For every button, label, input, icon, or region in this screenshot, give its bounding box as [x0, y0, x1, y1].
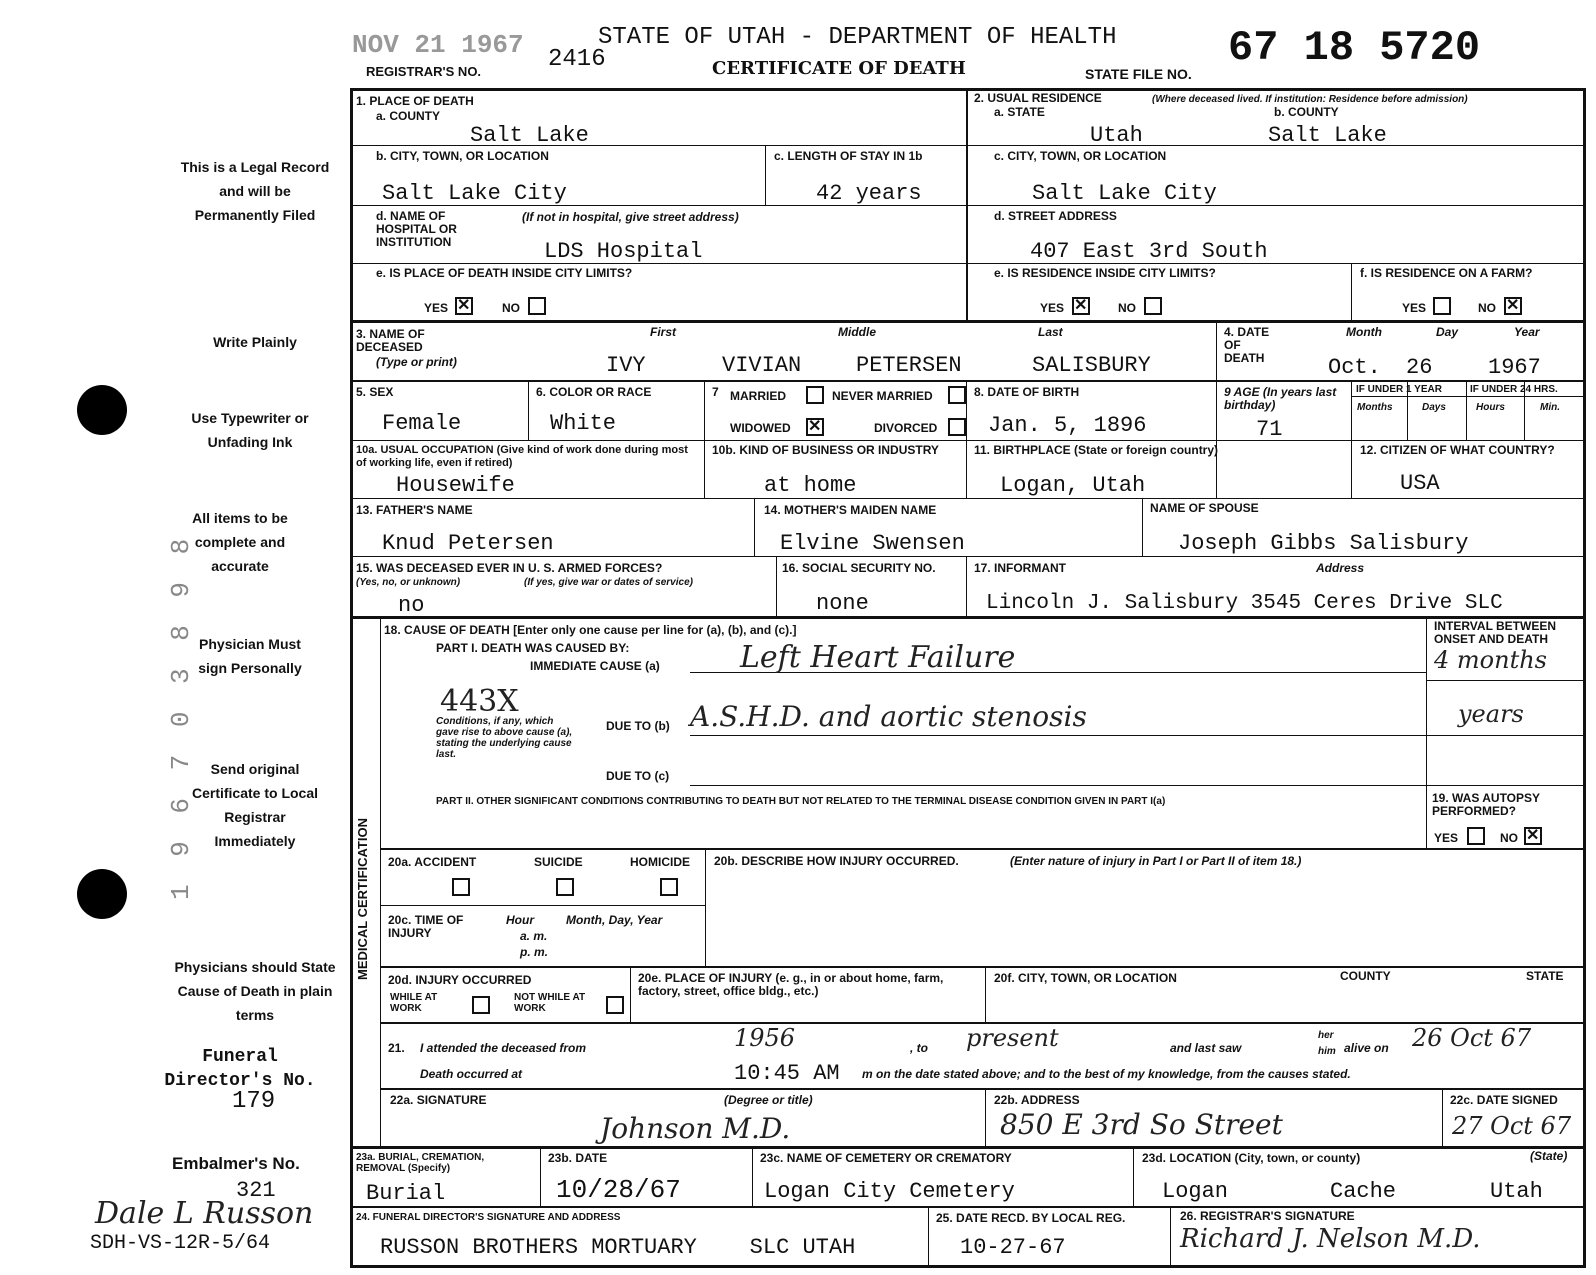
part1-label: PART I. DEATH WAS CAUSED BY:	[436, 641, 630, 655]
citizen-value: USA	[1400, 471, 1440, 496]
ssn-label: 16. SOCIAL SECURITY NO.	[782, 561, 936, 575]
residence-county-value: Salt Lake	[1268, 123, 1387, 148]
page-title: CERTIFICATE OF DEATH	[712, 58, 966, 79]
attended-to-value: present	[966, 1024, 1059, 1052]
not-while-at-work-label: NOT WHILE AT WORK	[514, 992, 586, 1014]
race-label: 6. COLOR OR RACE	[536, 385, 652, 399]
armed-forces-value: no	[398, 593, 425, 618]
hospital-label: d. NAME OF HOSPITAL OR INSTITUTION	[376, 209, 457, 249]
birth-date-value: Jan. 5, 1896	[988, 413, 1147, 438]
cemetery-value: Logan City Cemetery	[764, 1179, 1015, 1204]
armed-forces-sub2: (If yes, give war or dates of service)	[524, 577, 693, 588]
autopsy-no-label: NO	[1500, 831, 1518, 845]
spouse-name-value: Joseph Gibbs Salisbury	[1178, 531, 1469, 556]
minutes-label: Min.	[1540, 402, 1560, 413]
farm-label: f. IS RESIDENCE ON A FARM?	[1360, 266, 1533, 280]
occupation-value: Housewife	[396, 473, 515, 498]
autopsy-label: 19. WAS AUTOPSY PERFORMED?	[1432, 791, 1540, 818]
conditions-note: Conditions, if any, which gave rise to above cause (a), stating the underlying cause last.	[436, 716, 573, 760]
margin-number: 1 9 6 7 0 3 8 9 8	[166, 532, 196, 900]
him-label: him	[1318, 1046, 1336, 1057]
residence-county-label: b. COUNTY	[1274, 105, 1339, 119]
middle-name-label: Middle	[838, 325, 876, 339]
farm-no-checkbox[interactable]	[1504, 297, 1522, 315]
send-original-note: Send original Certificate to Local Registrar Immediately	[191, 761, 319, 849]
residence-state-value: Utah	[1090, 123, 1143, 148]
death-city-value: Salt Lake City	[382, 181, 567, 206]
never-married-label: NEVER MARRIED	[832, 389, 933, 403]
death-statement-tail: m on the date stated above; and to the best of my knowledge, from the causes stated.	[862, 1067, 1351, 1081]
punch-hole-bottom	[77, 869, 127, 919]
agency-title: STATE OF UTAH - DEPARTMENT OF HEALTH	[598, 24, 1117, 51]
degree-label: (Degree or title)	[724, 1093, 813, 1107]
first-name-label: First	[650, 325, 677, 339]
homicide-label: HOMICIDE	[630, 855, 690, 869]
cemetery-state-label: (State)	[1530, 1149, 1568, 1163]
first-name-value: IVY	[606, 353, 646, 378]
homicide-checkbox[interactable]	[660, 878, 678, 896]
father-name-label: 13. FATHER'S NAME	[356, 503, 473, 517]
state-cause-note: Physicians should State Cause of Death in plain terms	[174, 959, 336, 1023]
injury-county-label: COUNTY	[1340, 969, 1391, 983]
residence-city-value: Salt Lake City	[1032, 181, 1217, 206]
last-saw-label: and last saw	[1170, 1041, 1242, 1055]
length-of-stay-label: c. LENGTH OF STAY IN 1b	[774, 149, 923, 163]
months-label: Months	[1357, 402, 1393, 413]
death-month-label: Month	[1346, 325, 1382, 339]
death-month-value: Oct.	[1328, 355, 1381, 380]
suicide-checkbox[interactable]	[556, 878, 574, 896]
widowed-label: WIDOWED	[730, 421, 791, 435]
funeral-director-no: 179	[232, 1088, 276, 1115]
death-inside-no-label: NO	[502, 301, 520, 315]
registrar-no: 2416	[548, 46, 606, 73]
form-number: SDH-VS-12R-5/64	[90, 1232, 271, 1255]
while-at-work-label: WHILE AT WORK	[390, 992, 438, 1014]
am-label: a. m.	[520, 929, 548, 943]
date-of-death-label: 4. DATE OF DEATH	[1224, 325, 1270, 365]
due-to-c-label: DUE TO (c)	[606, 769, 670, 783]
disposition-value: Burial	[366, 1181, 446, 1206]
death-county-label: a. COUNTY	[376, 109, 441, 123]
age-label: 9 AGE (In years last birthday)	[1224, 385, 1337, 412]
death-inside-yes-label: YES	[424, 301, 449, 315]
married-checkbox[interactable]	[806, 386, 824, 404]
due-to-b-label: DUE TO (b)	[606, 719, 670, 733]
physician-signature: Johnson M.D.	[600, 1112, 791, 1145]
cemetery-location-label: 23d. LOCATION (City, town, or county)	[1142, 1151, 1361, 1165]
last-name-label: Last	[1038, 325, 1063, 339]
accident-checkbox[interactable]	[452, 878, 470, 896]
death-day-label: Day	[1436, 325, 1459, 339]
item21-number: 21.	[388, 1041, 405, 1055]
divorced-checkbox[interactable]	[948, 418, 966, 436]
deceased-name-label: 3. NAME OF DECEASED	[356, 327, 425, 354]
informant-value: Lincoln J. Salisbury 3545 Ceres Drive SLC	[986, 592, 1503, 615]
physician-address-label: 22b. ADDRESS	[994, 1093, 1080, 1107]
legal-record-note: This is a Legal Record and will be Permanently Filed	[180, 159, 330, 223]
length-of-stay-value: 42 years	[816, 181, 922, 206]
ssn-value: none	[816, 591, 869, 616]
residence-inside-no-label: NO	[1118, 301, 1136, 315]
attended-from-value: 1956	[734, 1024, 796, 1052]
hospital-value: LDS Hospital	[544, 239, 703, 264]
death-inside-city-label: e. IS PLACE OF DEATH INSIDE CITY LIMITS?	[376, 266, 633, 280]
farm-yes-label: YES	[1402, 301, 1427, 315]
mother-name-label: 14. MOTHER'S MAIDEN NAME	[764, 503, 937, 517]
cemetery-label: 23c. NAME OF CEMETERY OR CREMATORY	[760, 1151, 1012, 1165]
autopsy-yes-label: YES	[1434, 831, 1459, 845]
immediate-cause-value: Left Heart Failure	[740, 640, 1016, 675]
date-received-value: 10-27-67	[960, 1235, 1066, 1260]
date-signed-label: 22c. DATE SIGNED	[1450, 1093, 1558, 1107]
typewriter-note: Use Typewriter or Unfading Ink	[191, 410, 309, 450]
registrar-no-label: REGISTRAR'S NO.	[366, 64, 482, 79]
residence-inside-yes-checkbox[interactable]	[1072, 297, 1090, 315]
divorced-label: DIVORCED	[874, 421, 938, 435]
medical-certification-label: MEDICAL CERTIFICATION	[355, 817, 370, 980]
funeral-director-value: RUSSON BROTHERS MORTUARY SLC UTAH	[380, 1235, 856, 1260]
residence-inside-yes-label: YES	[1040, 301, 1065, 315]
birthplace-label: 11. BIRTHPLACE (State or foreign country)	[974, 443, 1219, 457]
residence-inside-city-label: e. IS RESIDENCE INSIDE CITY LIMITS?	[994, 266, 1216, 280]
residence-label: 2. USUAL RESIDENCE	[974, 91, 1102, 105]
death-city-label: b. CITY, TOWN, OR LOCATION	[376, 149, 549, 163]
sex-label: 5. SEX	[356, 385, 394, 399]
death-time-value: 10:45 AM	[734, 1061, 840, 1086]
suicide-label: SUICIDE	[534, 855, 583, 869]
date-signed-value: 27 Oct 67	[1452, 1112, 1572, 1140]
sex-value: Female	[382, 411, 462, 436]
farm-no-label: NO	[1478, 301, 1496, 315]
hospital-note: (If not in hospital, give street address)	[522, 210, 739, 224]
punch-hole-top	[77, 385, 127, 435]
citizen-label: 12. CITIZEN OF WHAT COUNTRY?	[1360, 443, 1555, 457]
received-stamp: NOV 21 1967	[352, 30, 524, 60]
funeral-director-sig-label: 24. FUNERAL DIRECTOR'S SIGNATURE AND ADDRESS	[356, 1212, 621, 1223]
residence-city-label: c. CITY, TOWN, OR LOCATION	[994, 149, 1167, 163]
place-of-injury-label: 20e. PLACE OF INJURY (e. g., in or about home, farm, factory, street, office bldg., etc.)	[638, 971, 944, 998]
cause-of-death-label: 18. CAUSE OF DEATH [Enter only one cause per line for (a), (b), and (c).]	[384, 623, 797, 637]
time-of-injury-label: 20c. TIME OF INJURY	[388, 913, 464, 940]
last-name-value: SALISBURY	[1032, 353, 1151, 378]
date-received-label: 25. DATE RECD. BY LOCAL REG.	[936, 1211, 1126, 1225]
alive-on-value: 26 Oct 67	[1412, 1024, 1532, 1052]
while-at-work-checkbox[interactable]	[472, 996, 490, 1014]
cause-code: 443X	[440, 684, 519, 719]
deceased-name-sub: (Type or print)	[376, 355, 457, 369]
state-file-label: STATE FILE NO.	[1085, 66, 1192, 82]
armed-forces-label: 15. WAS DECEASED EVER IN U. S. ARMED FORCES?	[356, 561, 663, 575]
residence-state-label: a. STATE	[994, 105, 1045, 119]
injury-city-label: 20f. CITY, TOWN, OR LOCATION	[994, 971, 1177, 985]
accident-label: 20a. ACCIDENT	[388, 855, 477, 869]
industry-label: 10b. KIND OF BUSINESS OR INDUSTRY	[712, 443, 939, 457]
embalmer-label: Embalmer's No.	[172, 1154, 300, 1173]
not-while-at-work-checkbox[interactable]	[606, 996, 624, 1014]
street-address-value: 407 East 3rd South	[1030, 239, 1268, 264]
occupation-label: 10a. USUAL OCCUPATION (Give kind of work done during most of working life, even if retired)	[356, 444, 688, 469]
married-label: MARRIED	[730, 389, 786, 403]
widowed-checkbox[interactable]	[806, 418, 824, 436]
autopsy-yes-checkbox[interactable]	[1467, 827, 1485, 845]
maiden-name-value: PETERSEN	[856, 353, 962, 378]
place-of-death-label: 1. PLACE OF DEATH	[356, 94, 474, 108]
attended-label: I attended the deceased from	[420, 1041, 587, 1055]
complete-note: All items to be complete and accurate	[192, 510, 288, 574]
interval-b-value: years	[1458, 700, 1524, 728]
registrar-signature-label: 26. REGISTRAR'S SIGNATURE	[1180, 1209, 1355, 1223]
pm-label: p. m.	[520, 945, 549, 959]
death-inside-yes-checkbox[interactable]	[455, 297, 473, 315]
never-married-checkbox[interactable]	[948, 386, 966, 404]
her-label: her	[1318, 1030, 1334, 1041]
race-value: White	[550, 411, 617, 436]
death-occurred-label: Death occurred at	[420, 1067, 523, 1081]
death-inside-no-checkbox[interactable]	[528, 297, 546, 315]
age-value: 71	[1256, 417, 1283, 442]
days-label: Days	[1422, 402, 1446, 413]
marital-label: 7	[712, 385, 719, 399]
physician-address-value: 850 E 3rd So Street	[1000, 1108, 1283, 1141]
armed-forces-sub1: (Yes, no, or unknown)	[356, 577, 461, 588]
spouse-name-label: NAME OF SPOUSE	[1150, 501, 1259, 515]
injury-description-note: (Enter nature of injury in Part I or Part II of item 18.)	[1010, 854, 1302, 868]
registrar-signature: Richard J. Nelson M.D.	[1180, 1224, 1481, 1254]
injury-occurred-label: 20d. INJURY OCCURRED	[388, 973, 532, 987]
interval-a-value: 4 months	[1434, 646, 1547, 674]
informant-address-label: Address	[1316, 561, 1365, 575]
embalmer-no: 321	[236, 1178, 276, 1203]
death-day-value: 26	[1406, 355, 1433, 380]
burial-date-label: 23b. DATE	[548, 1151, 608, 1165]
disposition-label: 23a. BURIAL, CREMATION, REMOVAL (Specify)	[356, 1152, 485, 1174]
death-year-label: Year	[1514, 325, 1540, 339]
signature-label: 22a. SIGNATURE	[390, 1093, 487, 1107]
injury-description-label: 20b. DESCRIBE HOW INJURY OCCURRED.	[714, 854, 959, 868]
interval-label: INTERVAL BETWEEN ONSET AND DEATH	[1434, 619, 1557, 646]
hours-label: Hours	[1476, 402, 1505, 413]
middle-name-value: VIVIAN	[722, 353, 802, 378]
father-name-value: Knud Petersen	[382, 531, 554, 556]
birth-date-label: 8. DATE OF BIRTH	[974, 385, 1080, 399]
farm-yes-checkbox[interactable]	[1433, 297, 1451, 315]
immediate-cause-label: IMMEDIATE CAUSE (a)	[530, 659, 660, 673]
death-year-value: 1967	[1488, 355, 1541, 380]
injury-state-label: STATE	[1526, 969, 1564, 983]
birthplace-value: Logan, Utah	[1000, 473, 1146, 498]
alive-on-label: alive on	[1344, 1041, 1389, 1055]
under-1-year-label: IF UNDER 1 YEAR	[1356, 384, 1442, 395]
mdy-label: Month, Day, Year	[566, 913, 663, 927]
residence-inside-no-checkbox[interactable]	[1144, 297, 1162, 315]
embalmer-signature: Dale L Russon	[95, 1196, 314, 1231]
mother-name-value: Elvine Swensen	[780, 531, 965, 556]
informant-label: 17. INFORMANT	[974, 561, 1067, 575]
cause-b-value: A.S.H.D. and aortic stenosis	[690, 700, 1087, 733]
death-county-value: Salt Lake	[470, 123, 589, 148]
cemetery-state-value: Utah	[1490, 1179, 1543, 1204]
funeral-director-label: Funeral Director's No.	[164, 1047, 316, 1091]
residence-note: (Where deceased lived. If institution: Residence before admission)	[1152, 94, 1468, 105]
cemetery-city-value: Logan	[1162, 1179, 1229, 1204]
hour-label: Hour	[506, 913, 534, 927]
street-address-label: d. STREET ADDRESS	[994, 209, 1117, 223]
state-file-no: 67 18 5720	[1228, 24, 1481, 72]
cemetery-county-value: Cache	[1330, 1179, 1397, 1204]
physician-sign-note: Physician Must sign Personally	[198, 636, 302, 676]
part2-label: PART II. OTHER SIGNIFICANT CONDITIONS CONTRIBUTING TO DEATH BUT NOT RELATED TO THE TERMINAL DISEASE CONDITION GIVEN IN PART I(a)	[436, 796, 1166, 807]
write-plainly-note: Write Plainly	[213, 334, 297, 350]
burial-date-value: 10/28/67	[556, 1175, 681, 1205]
under-24-hrs-label: IF UNDER 24 HRS.	[1470, 384, 1558, 395]
attended-to-label: , to	[910, 1041, 928, 1055]
autopsy-no-checkbox[interactable]	[1524, 827, 1542, 845]
industry-value: at home	[764, 473, 857, 498]
